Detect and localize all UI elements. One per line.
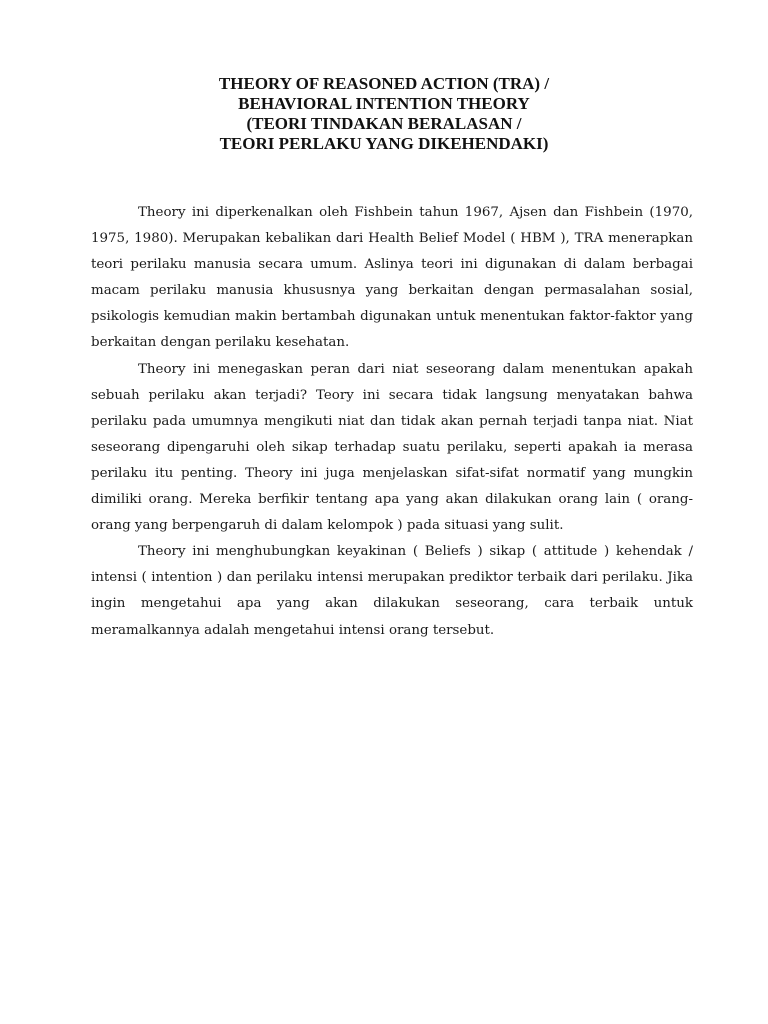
document-title (0, 74, 768, 154)
paragraph: Theory ini diperkenalkan oleh Fishbein tahun 1967, Ajsen dan Fishbein (1970, 1975, 1980). Merupakan kebalikan dari Health Belief Model ( HBM ), TRA menerapkan teori perilaku manusia secara umum. Aslinya teori ini digunakan di dalam berbagai macam perilaku manusia khususnya yang berkaitan dengan permasalahan sosial, psikologis kemudian makin bertambah digunakan untuk menentukan faktor-faktor yang berkaitan dengan perilaku kesehatan. (91, 205, 693, 351)
title-line: (TEORI TINDAKAN BERALASAN / (246, 114, 522, 133)
paragraph: Theory ini menegaskan peran dari niat seseorang dalam menentukan apakah sebuah perilaku akan terjadi? Teory ini secara tidak langsung menyatakan bahwa perilaku pada umumnya mengikuti niat dan tidak akan pernah terjadi tanpa niat. Niat seseorang dipengaruhi oleh sikap terhadap suatu perilaku, seperti apakah ia merasa perilaku itu penting. Theory ini juga menjelaskan sifat-sifat normatif yang mungkin dimiliki orang. Mereka berfikir tentang apa yang akan dilakukan orang lain ( orang-orang yang berpengaruh di dalam kelompok ) pada situasi yang sulit. (91, 361, 693, 534)
title-line: TEORI PERLAKU YANG DIKEHENDAKI) (219, 134, 549, 153)
document-body (91, 200, 693, 644)
paragraph: Theory ini menghubungkan keyakinan ( Beliefs ) sikap ( attitude ) kehendak / intensi ( intention ) dan perilaku intensi merupakan prediktor terbaik dari perilaku. Jika ingin mengetahui apa yang akan dilakukan seseorang, cara terbaik untuk meramalkannya adalah mengetahui intensi orang tersebut. (91, 544, 693, 638)
title-line: BEHAVIORAL INTENTION THEORY (238, 94, 530, 113)
title-line: THEORY OF REASONED ACTION (TRA) / (218, 74, 550, 93)
